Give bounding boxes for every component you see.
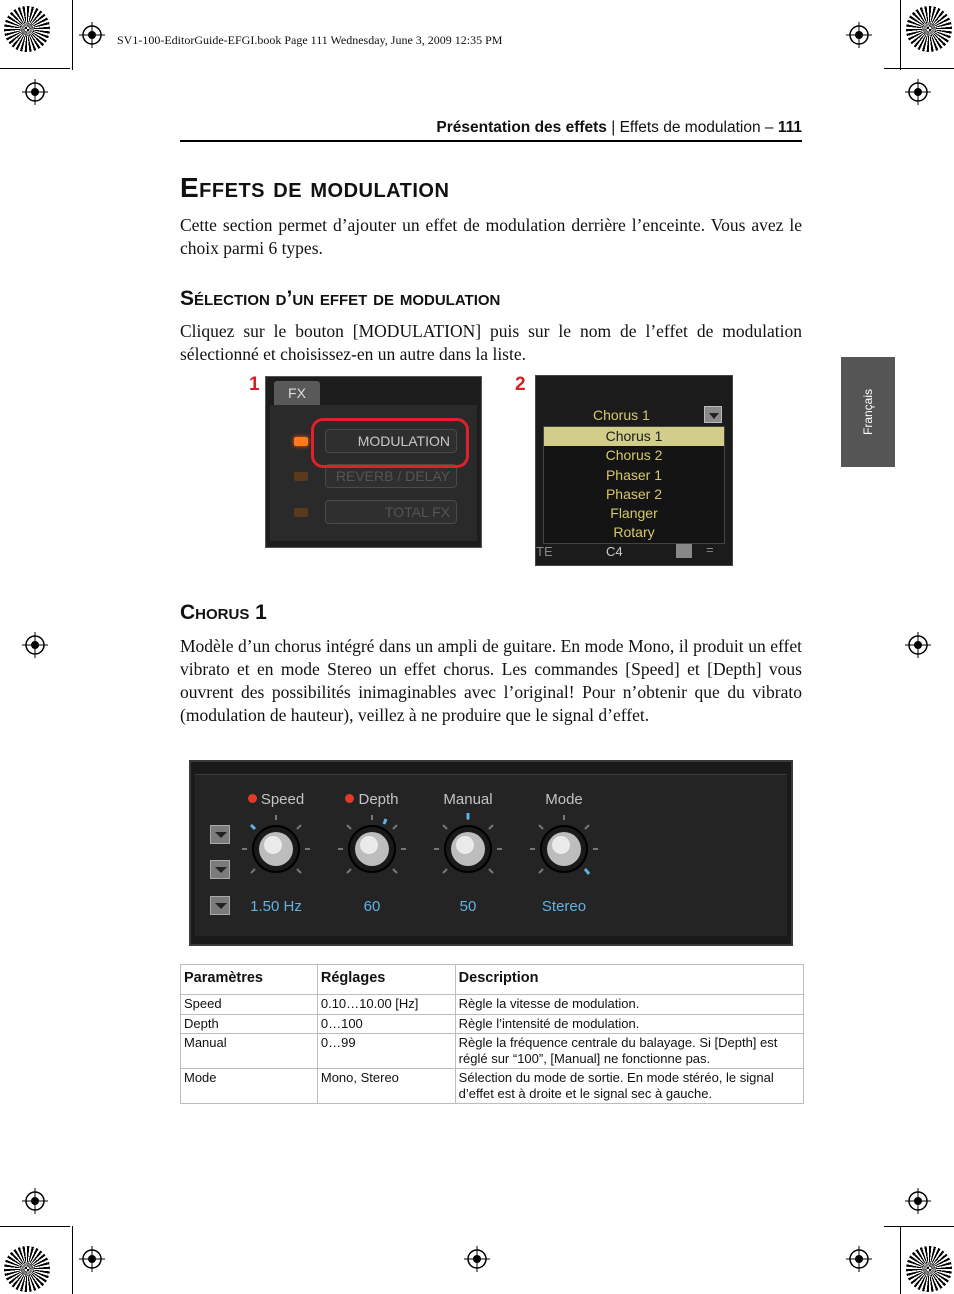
parameter-table xyxy=(180,964,804,1104)
registration-target-icon xyxy=(79,22,105,48)
reverb-delay-button[interactable]: REVERB / DELAY xyxy=(325,464,457,488)
knob-value: 1.50 Hz xyxy=(250,898,302,915)
depth-led xyxy=(345,794,354,803)
depth-knob[interactable] xyxy=(334,811,410,887)
registration-target-icon xyxy=(846,1246,872,1272)
total-fx-button[interactable]: TOTAL FX xyxy=(325,500,457,524)
knob-label: Mode xyxy=(545,791,583,808)
selection-paragraph: Cliquez sur le bouton [MODULATION] puis sur le nom de l’effet de modulation sélectionné et choisissez-en un autre dans la liste. xyxy=(180,321,802,364)
speed-knob[interactable] xyxy=(238,811,314,887)
table-cell: Mono, Stereo xyxy=(317,1069,455,1104)
table-cell: Mode xyxy=(181,1069,318,1104)
effect-list-screenshot xyxy=(535,375,733,566)
table-row xyxy=(181,1014,804,1034)
manual-knob-group xyxy=(423,789,513,915)
table-cell: 0…99 xyxy=(317,1034,455,1069)
modulation-led xyxy=(294,437,308,446)
mode-knob[interactable] xyxy=(526,811,602,887)
depth-knob-group xyxy=(327,789,417,915)
dropdown-arrow-icon[interactable] xyxy=(210,896,230,915)
table-cell: Manual xyxy=(181,1034,318,1069)
dropdown-arrow-icon[interactable] xyxy=(210,860,230,879)
step-label-2: 2 xyxy=(515,374,526,395)
running-head: Présentation des effets | Effets de modulation – 111 xyxy=(180,119,802,142)
dropdown-arrow-icon[interactable] xyxy=(704,406,722,423)
knob-value: 60 xyxy=(363,898,381,915)
language-tab xyxy=(841,357,895,467)
table-row xyxy=(181,995,804,1015)
page-title: Effets de modulation xyxy=(180,172,450,203)
column-header: Description xyxy=(455,965,803,995)
registration-target-icon xyxy=(22,79,48,105)
running-head-section: Présentation des effets xyxy=(436,119,607,136)
speed-led xyxy=(248,794,257,803)
registration-target-icon xyxy=(905,79,931,105)
registration-target-icon xyxy=(22,1188,48,1214)
registration-target-icon xyxy=(464,1246,490,1272)
table-cell: 0…100 xyxy=(317,1014,455,1034)
registration-target-icon xyxy=(846,22,872,48)
table-cell: Règle la fréquence centrale du balayage. Si [Depth] est réglé sur “100”, [Manual] ne fonctionne pas. xyxy=(455,1034,803,1069)
registration-starburst-icon xyxy=(906,6,952,52)
table-cell: Speed xyxy=(181,995,318,1015)
registration-starburst-icon xyxy=(4,6,50,52)
step-label-1: 1 xyxy=(249,374,260,395)
table-cell: 0.10…10.00 [Hz] xyxy=(317,995,455,1015)
table-cell: Sélection du mode de sortie. En mode stéréo, le signal d’effet est à droite et le signal sec à gauche. xyxy=(455,1069,803,1104)
effect-option[interactable]: Rotary xyxy=(613,524,655,541)
list-footer: TE C4 = xyxy=(536,542,714,559)
knob-label: Depth xyxy=(358,791,399,808)
registration-target-icon xyxy=(905,632,931,658)
fx-panel-screenshot xyxy=(265,376,482,548)
registration-target-icon xyxy=(79,1246,105,1272)
modulation-button[interactable]: MODULATION xyxy=(325,429,457,453)
chorus-control-panel xyxy=(189,760,793,946)
highlight-ring xyxy=(311,418,469,468)
knob-value: Stereo xyxy=(541,898,587,915)
column-header: Réglages xyxy=(317,965,455,995)
table-row xyxy=(181,1069,804,1104)
effect-option[interactable]: Flanger xyxy=(610,505,658,522)
section-title-chorus: Chorus 1 xyxy=(180,601,267,624)
intro-paragraph: Cette section permet d’ajouter un effet de modulation derrière l’enceinte. Vous avez le choix parmi 6 types. xyxy=(180,215,802,258)
language-tab-label: Français xyxy=(861,388,875,436)
manual-knob[interactable] xyxy=(430,811,506,887)
registration-target-icon xyxy=(905,1188,931,1214)
dropdown-arrow-icon[interactable] xyxy=(210,825,230,844)
registration-starburst-icon xyxy=(4,1246,50,1292)
reverb-delay-led xyxy=(294,472,308,481)
effect-option[interactable]: Chorus 1 xyxy=(544,427,724,446)
page-number: 111 xyxy=(777,119,802,136)
effect-option[interactable]: Chorus 2 xyxy=(605,447,663,464)
effect-option[interactable]: Phaser 1 xyxy=(605,466,663,483)
effect-dropdown-list xyxy=(543,426,725,544)
section-title-selection: Sélection d’un effet de modulation xyxy=(180,287,501,310)
table-cell: Règle l’intensité de modulation. xyxy=(455,1014,803,1034)
speed-knob-group xyxy=(231,789,321,915)
table-cell: Depth xyxy=(181,1014,318,1034)
knob-value: 50 xyxy=(459,898,477,915)
mode-knob-group xyxy=(519,789,609,915)
table-header-row xyxy=(181,965,804,995)
running-head-chapter: Effets de modulation xyxy=(619,119,761,136)
knob-label: Speed xyxy=(260,791,305,808)
file-info: SV1-100-EditorGuide-EFGI.book Page 111 Wednesday, June 3, 2009 12:35 PM xyxy=(117,33,503,47)
total-fx-led xyxy=(294,508,308,517)
registration-starburst-icon xyxy=(906,1246,952,1292)
table-cell: Règle la vitesse de modulation. xyxy=(455,995,803,1015)
registration-target-icon xyxy=(22,632,48,658)
footer-dropdown-icon[interactable] xyxy=(676,544,692,558)
table-row xyxy=(181,1034,804,1069)
chorus-paragraph: Modèle d’un chorus intégré dans un ampli de guitare. En mode Mono, il produit un effet vibrato et en mode Stereo un effet chorus. Les commandes [Speed] et [Depth] vous ouvrent des possibilités inimaginables avec l’original! Pour n’obtenir que du vibrato (modulation de hauteur), veillez à ne produire que le signal d’effet. xyxy=(180,636,802,725)
selected-effect[interactable]: Chorus 1 xyxy=(593,407,650,423)
effect-option[interactable]: Phaser 2 xyxy=(605,485,663,502)
column-header: Paramètres xyxy=(181,965,318,995)
footer-value: C4 xyxy=(606,544,623,559)
knob-label: Manual xyxy=(443,791,493,808)
fx-tab[interactable]: FX xyxy=(274,381,320,405)
